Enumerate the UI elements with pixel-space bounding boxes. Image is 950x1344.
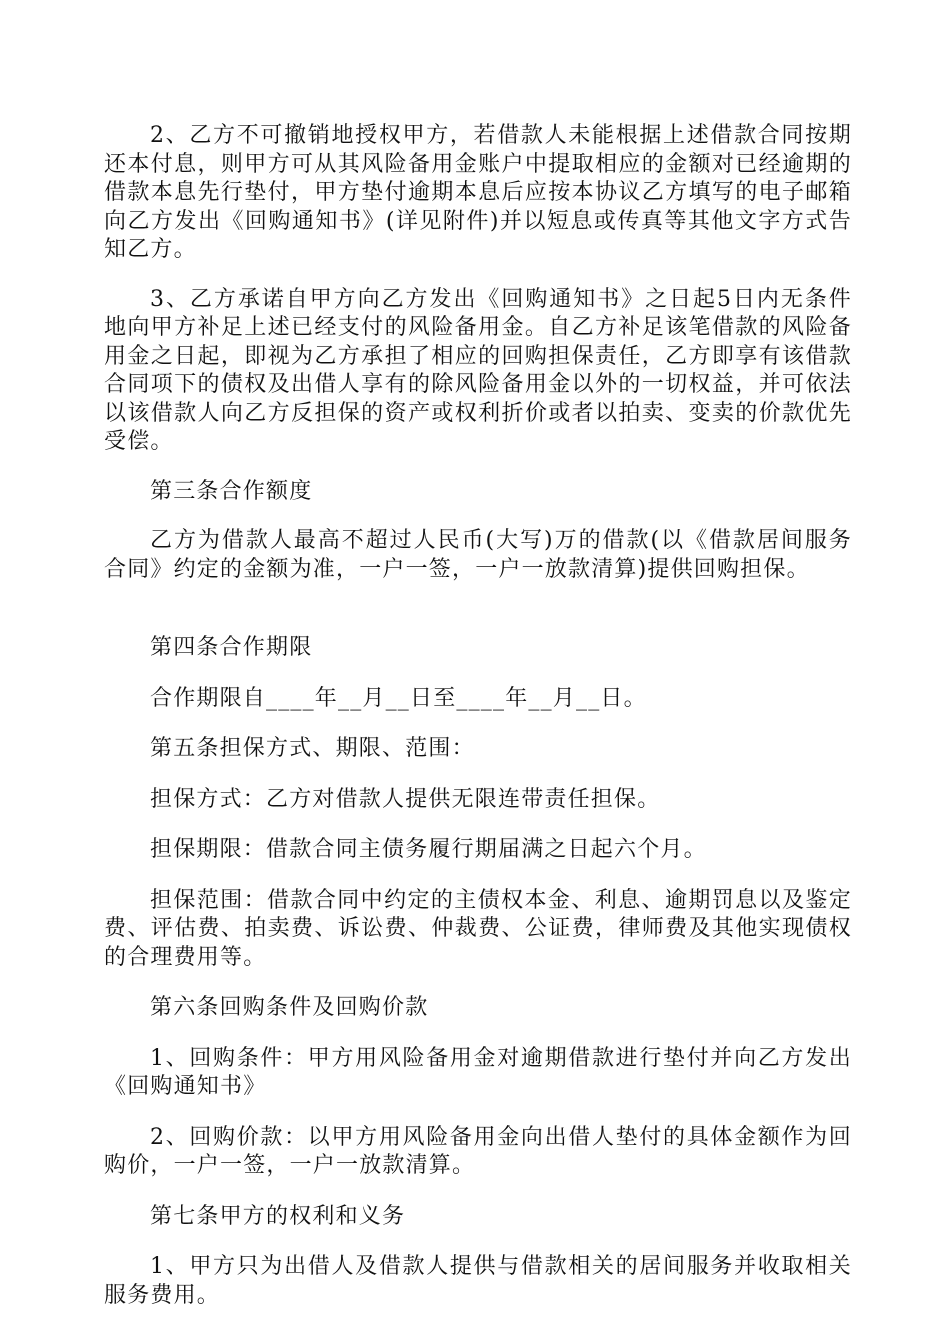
heading-article-6: 第六条回购条件及回购价款 — [150, 995, 429, 1020]
paragraph-party-a-rights: 1、甲方只为出借人及借款人提供与借款相关的居间服务并收取相关服务费用。 — [104, 1254, 852, 1308]
heading-article-4: 第四条合作期限 — [150, 635, 313, 660]
document-page — [104, 122, 852, 1310]
heading-article-7: 第七条甲方的权利和义务 — [150, 1203, 406, 1229]
heading-article-5: 第五条担保方式、期限、范围： — [150, 736, 475, 761]
paragraph-cooperation-period: 合作期限自____年__月__日至____年__月__日。 — [150, 685, 647, 711]
paragraph-cooperation-amount: 乙方为借款人最高不超过人民币(大写)万的借款(以《借款居间服务合同》约定的金额为准，一户一签，一户一放款清算)提供回购担保。 — [104, 528, 852, 582]
paragraph-guarantee-scope: 担保范围：借款合同中约定的主债权本金、利息、逾期罚息以及鉴定费、评估费、拍卖费、诉讼费、仲裁费、公证费，律师费及其他实现债权的合理费用等。 — [104, 887, 852, 970]
heading-article-3: 第三条合作额度 — [150, 478, 313, 504]
paragraph-guarantee-method: 担保方式：乙方对借款人提供无限连带责任担保。 — [150, 786, 661, 812]
paragraph-repurchase-price: 2、回购价款：以甲方用风险备用金向出借人垫付的具体金额作为回购价，一户一签，一户一放款清算。 — [104, 1124, 852, 1178]
paragraph-repurchase-commitment: 3、乙方承诺自甲方向乙方发出《回购通知书》之日起5日内无条件地向甲方补足上述已经支付的风险备用金。自乙方补足该笔借款的风险备用金之日起，即视为乙方承担了相应的回购担保责任，乙方即享有该借款合同项下的债权及出借人享有的除风险备用金以外的一切权益，并可依法以该借款人向乙方反担保的资产或权利折价或者以拍卖、变卖的价款优先受偿。 — [104, 286, 852, 454]
paragraph-guarantee-period: 担保期限：借款合同主债务履行期届满之日起六个月。 — [150, 837, 707, 862]
paragraph-authorization-clause: 2、乙方不可撤销地授权甲方，若借款人未能根据上述借款合同按期还本付息，则甲方可从其风险备用金账户中提取相应的金额对已经逾期的借款本息先行垫付，甲方垫付逾期本息后应按本协议乙方填写的电子邮箱向乙方发出《回购通知书》(详见附件)并以短息或传真等其他文字方式告知乙方。 — [104, 123, 852, 262]
paragraph-repurchase-condition: 1、回购条件：甲方用风险备用金对逾期借款进行垫付并向乙方发出《回购通知书》 — [104, 1045, 852, 1099]
